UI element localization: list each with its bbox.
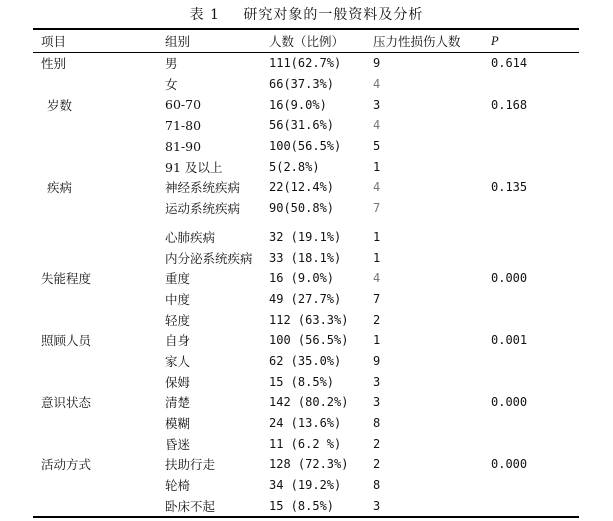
cell-item (33, 371, 165, 392)
cell-injury: 3 (373, 498, 381, 513)
cell-group: 模糊 (165, 416, 191, 432)
table-row (33, 495, 579, 517)
cell-count: 24 (13.6%) (269, 416, 342, 431)
cell-count: 142 (80.2%) (269, 395, 349, 410)
cell-p (491, 136, 579, 157)
cell-item (33, 136, 165, 157)
table-row (33, 433, 579, 454)
header-injury: 压力性损伤人数 (373, 29, 491, 53)
cell-p: 0.168 (491, 97, 528, 112)
table-row (33, 115, 579, 136)
header-row (33, 29, 579, 53)
cell-item: 性别 (41, 56, 67, 72)
cell-count: 56(31.6%) (269, 118, 335, 133)
cell-group: 91 及以上 (165, 159, 223, 175)
cell-injury: 5 (373, 139, 381, 154)
cell-p: 0.000 (491, 271, 528, 286)
cell-count: 100 (56.5%) (269, 333, 349, 348)
table-row (33, 268, 579, 289)
cell-injury: 1 (373, 250, 381, 265)
cell-item (33, 475, 165, 496)
cell-group: 男 (165, 56, 178, 72)
cell-group: 心肺疾病 (165, 229, 216, 245)
cell-group: 内分泌系统疾病 (165, 250, 253, 266)
cell-injury: 7 (373, 291, 381, 306)
table-body (33, 53, 579, 518)
cell-p (491, 74, 579, 95)
table-row (33, 330, 579, 351)
cell-injury: 9 (373, 56, 381, 71)
cell-group: 运动系统疾病 (165, 201, 241, 217)
cell-p (491, 289, 579, 310)
cell-item (33, 74, 165, 95)
cell-injury: 1 (373, 333, 381, 348)
cell-p (491, 115, 579, 136)
cell-item: 活动方式 (41, 457, 92, 473)
cell-injury: 7 (373, 201, 381, 216)
cell-group: 60-70 (165, 97, 202, 113)
table-row (33, 156, 579, 177)
cell-item (33, 227, 165, 248)
header-item: 项目 (33, 29, 165, 53)
cell-injury: 8 (373, 478, 381, 493)
cell-count: 90(50.8%) (269, 201, 335, 216)
cell-p: 0.001 (491, 333, 528, 348)
table-row (33, 351, 579, 372)
cell-group: 轻度 (165, 312, 191, 328)
cell-count: 49 (27.7%) (269, 291, 342, 306)
cell-p (491, 227, 579, 248)
cell-count: 5(2.8%) (269, 159, 320, 174)
cell-p (491, 309, 579, 330)
cell-group: 71-80 (165, 117, 202, 133)
cell-group: 卧床不起 (165, 498, 216, 514)
cell-injury: 4 (373, 77, 381, 92)
table-row (33, 198, 579, 219)
cell-item: 照顾人员 (41, 333, 92, 349)
table-row (33, 53, 579, 74)
cell-injury: 3 (373, 374, 381, 389)
table-row (33, 475, 579, 496)
cell-injury: 3 (373, 395, 381, 410)
cell-item (33, 247, 165, 268)
cell-count: 62 (35.0%) (269, 353, 342, 368)
caption-title: 研究对象的一般资料及分析 (243, 7, 424, 23)
cell-item (33, 495, 165, 517)
cell-count: 22(12.4%) (269, 180, 335, 195)
cell-p (491, 475, 579, 496)
cell-p: 0.135 (491, 180, 528, 195)
caption-number: 表 1 (189, 7, 220, 23)
table-row (33, 309, 579, 330)
cell-group: 神经系统疾病 (165, 180, 241, 196)
cell-group: 81-90 (165, 138, 202, 154)
cell-count: 16(9.0%) (269, 97, 327, 112)
cell-p: 0.000 (491, 457, 528, 472)
cell-item (33, 198, 165, 219)
cell-injury: 2 (373, 312, 381, 327)
table-row (33, 94, 579, 115)
cell-p (491, 371, 579, 392)
data-table (33, 28, 579, 518)
cell-item: 意识状态 (41, 395, 92, 411)
cell-group: 轮椅 (165, 478, 191, 494)
cell-count: 111(62.7%) (269, 56, 342, 71)
cell-group: 女 (165, 77, 178, 93)
cell-group: 中度 (165, 291, 191, 307)
cell-p (491, 433, 579, 454)
cell-injury: 4 (373, 180, 381, 195)
cell-item (33, 115, 165, 136)
cell-group: 自身 (165, 333, 191, 349)
cell-injury: 2 (373, 436, 381, 451)
cell-injury: 4 (373, 271, 381, 286)
cell-p: 0.614 (491, 56, 528, 71)
table-row (33, 454, 579, 475)
cell-group: 重度 (165, 271, 191, 287)
cell-group: 扶助行走 (165, 457, 216, 473)
cell-item: 岁数 (47, 97, 73, 113)
cell-group: 昏迷 (165, 436, 191, 452)
cell-item (33, 351, 165, 372)
cell-count: 112 (63.3%) (269, 312, 349, 327)
cell-injury: 9 (373, 353, 381, 368)
cell-count: 16 (9.0%) (269, 271, 335, 286)
cell-item (33, 309, 165, 330)
table-row (33, 177, 579, 198)
cell-count: 32 (19.1%) (269, 229, 342, 244)
table-row (33, 289, 579, 310)
cell-injury: 1 (373, 159, 381, 174)
cell-count: 15 (8.5%) (269, 498, 335, 513)
header-group: 组别 (165, 29, 269, 53)
cell-p (491, 351, 579, 372)
cell-p (491, 247, 579, 268)
table-row (33, 371, 579, 392)
cell-item (33, 413, 165, 434)
row-spacer (33, 219, 579, 227)
cell-count: 100(56.5%) (269, 139, 342, 154)
cell-injury: 1 (373, 229, 381, 244)
cell-item (33, 289, 165, 310)
cell-item (33, 156, 165, 177)
cell-p (491, 198, 579, 219)
table-row (33, 392, 579, 413)
cell-count: 34 (19.2%) (269, 478, 342, 493)
cell-injury: 3 (373, 97, 381, 112)
cell-injury: 8 (373, 416, 381, 431)
table-row (33, 136, 579, 157)
cell-p (491, 495, 579, 517)
table-row (33, 74, 579, 95)
table-row (33, 413, 579, 434)
table-caption (0, 4, 613, 24)
cell-p: 0.000 (491, 395, 528, 410)
cell-injury: 4 (373, 118, 381, 133)
cell-injury: 2 (373, 457, 381, 472)
cell-p (491, 413, 579, 434)
cell-count: 33 (18.1%) (269, 250, 342, 265)
table-row (33, 227, 579, 248)
cell-item (33, 433, 165, 454)
cell-p (491, 156, 579, 177)
cell-item: 疾病 (47, 180, 73, 196)
cell-group: 家人 (165, 353, 191, 369)
cell-group: 清楚 (165, 395, 191, 411)
header-p: P (491, 29, 579, 53)
cell-count: 15 (8.5%) (269, 374, 335, 389)
cell-group: 保姆 (165, 374, 191, 390)
cell-count: 128 (72.3%) (269, 457, 349, 472)
cell-count: 11 (6.2 %) (269, 436, 342, 451)
table-row (33, 247, 579, 268)
cell-item: 失能程度 (41, 271, 92, 287)
cell-count: 66(37.3%) (269, 77, 335, 92)
header-count: 人数（比例） (269, 29, 373, 53)
